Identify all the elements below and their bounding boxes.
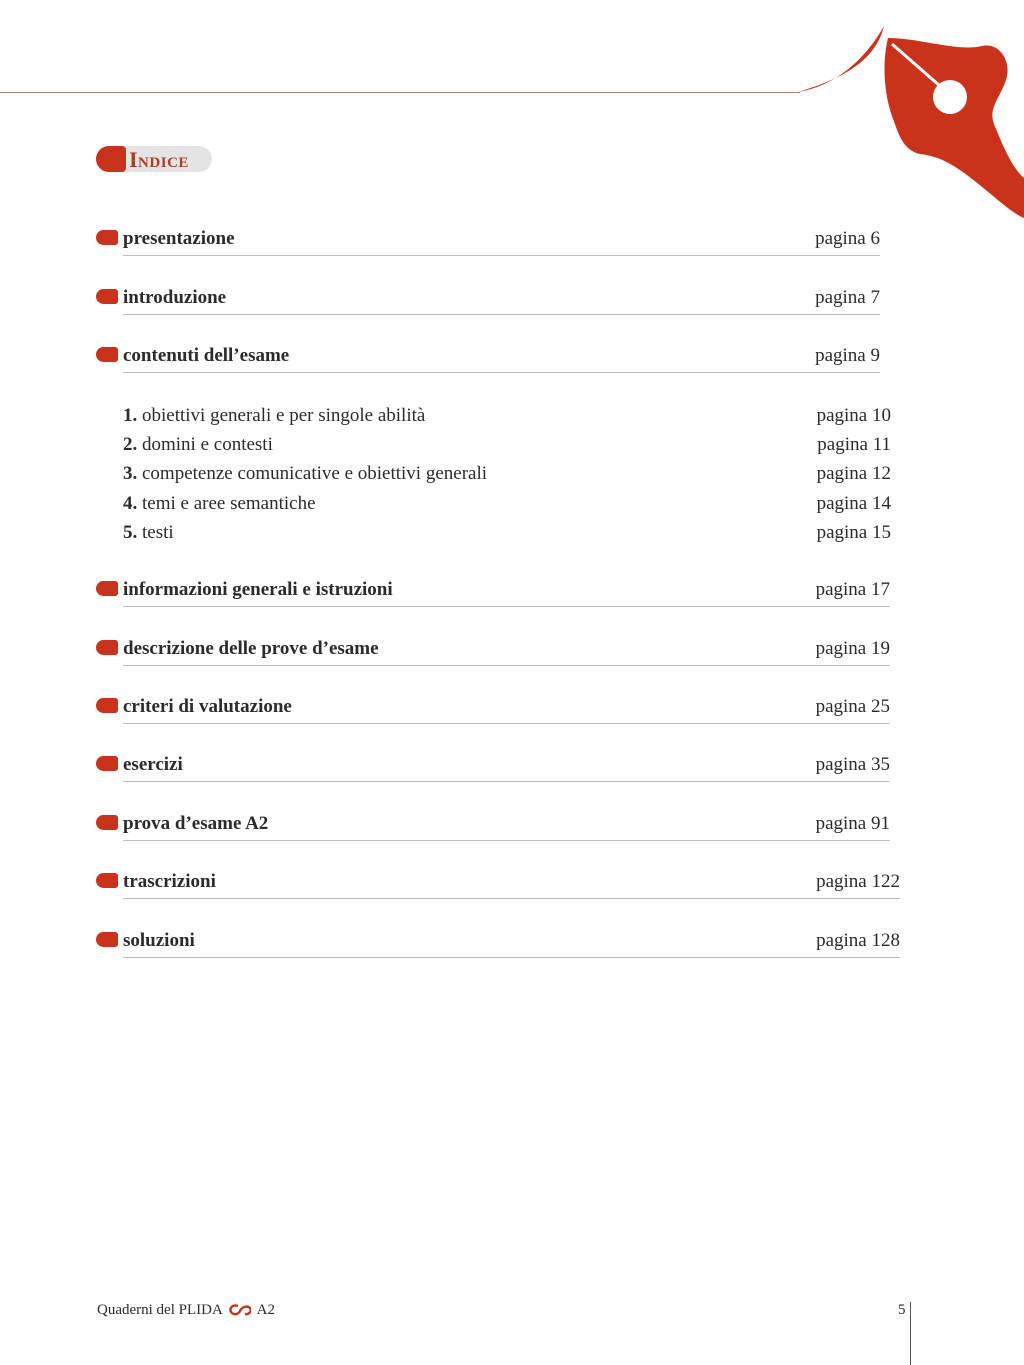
- toc-entry[interactable]: [96, 344, 880, 374]
- footer-level: A2: [256, 1302, 276, 1318]
- subentry-title: testi: [142, 522, 174, 543]
- toc-entry-title: informazioni generali e istruzioni: [123, 579, 393, 600]
- divider: [123, 606, 890, 607]
- toc-entry-page: pagina 6: [815, 228, 880, 249]
- toc-subentry[interactable]: [123, 462, 891, 488]
- toc-entry-page: pagina 122: [816, 871, 900, 892]
- toc-subentry[interactable]: [123, 521, 891, 547]
- subentry-page: pagina 12: [816, 463, 891, 484]
- toc-entry[interactable]: [96, 695, 890, 725]
- subentry-number: 3.: [123, 463, 138, 484]
- toc-entry-page: pagina 91: [815, 813, 890, 834]
- page-number: 5: [898, 1302, 906, 1318]
- subentry-page: pagina 15: [816, 522, 891, 543]
- toc-subentry[interactable]: [123, 433, 891, 459]
- toc-entry[interactable]: [96, 578, 890, 608]
- bullet-icon: [96, 698, 118, 713]
- subentry-title: competenze comunicative e obiettivi generali: [142, 463, 488, 484]
- toc-entry[interactable]: [96, 286, 880, 316]
- toc-entry-page: pagina 17: [815, 579, 890, 600]
- toc-entry[interactable]: [96, 929, 900, 959]
- toc-entry[interactable]: [96, 753, 890, 783]
- pen-nib-icon: [780, 0, 1024, 230]
- toc-entry[interactable]: [96, 227, 880, 257]
- bullet-icon: [96, 873, 118, 888]
- divider: [123, 898, 900, 899]
- subentry-number: 2.: [123, 434, 138, 455]
- subentry-page: pagina 11: [817, 434, 891, 455]
- footer-rule: [910, 1302, 911, 1365]
- bullet-icon: [96, 815, 118, 830]
- toc-entry-page: pagina 7: [815, 287, 880, 308]
- toc-entry[interactable]: [96, 812, 890, 842]
- title-accent: [96, 146, 126, 172]
- toc-entry-title: introduzione: [123, 287, 227, 308]
- bullet-icon: [96, 289, 118, 304]
- subentry-title: temi e aree semantiche: [142, 493, 316, 514]
- divider: [123, 781, 890, 782]
- divider: [123, 723, 890, 724]
- bullet-icon: [96, 932, 118, 947]
- toc-entry-page: pagina 19: [815, 638, 890, 659]
- toc-subentry[interactable]: [123, 492, 891, 518]
- divider: [123, 840, 890, 841]
- subentry-title: domini e contesti: [142, 434, 273, 455]
- toc-entry-title: esercizi: [123, 754, 183, 775]
- subentry-number: 1.: [123, 405, 138, 426]
- subentry-number: 4.: [123, 493, 138, 514]
- bullet-icon: [96, 230, 118, 245]
- toc-entry-page: pagina 9: [815, 345, 880, 366]
- header-rule: [0, 92, 800, 93]
- subentry-title: obiettivi generali e per singole abilità: [142, 405, 426, 426]
- toc-subentry[interactable]: [123, 404, 891, 430]
- toc-entry-title: descrizione delle prove d’esame: [123, 638, 379, 659]
- toc-entry-page: pagina 35: [815, 754, 890, 775]
- divider: [123, 957, 900, 958]
- toc-entry-title: soluzioni: [123, 930, 195, 951]
- subentry-page: pagina 10: [816, 405, 891, 426]
- toc-entry-page: pagina 25: [815, 696, 890, 717]
- page-title: Indice: [129, 147, 189, 172]
- subentry-page: pagina 14: [816, 493, 891, 514]
- toc-entry[interactable]: [96, 637, 890, 667]
- divider: [123, 255, 880, 256]
- footer-series-name: Quaderni del PLIDA: [97, 1302, 222, 1318]
- subentry-number: 5.: [123, 522, 138, 543]
- toc-entry-title: presentazione: [123, 228, 235, 249]
- bullet-icon: [96, 640, 118, 655]
- divider: [123, 314, 880, 315]
- index-title-badge: [96, 146, 212, 172]
- divider: [123, 665, 890, 666]
- toc-entry-title: prova d’esame A2: [123, 813, 269, 834]
- bullet-icon: [96, 581, 118, 596]
- toc-entry-title: criteri di valutazione: [123, 696, 292, 717]
- bullet-icon: [96, 347, 118, 362]
- plida-logo-icon: [229, 1304, 251, 1316]
- toc-entry-page: pagina 128: [816, 930, 900, 951]
- divider: [123, 372, 880, 373]
- toc-entry-title: contenuti dell’esame: [123, 345, 290, 366]
- toc-entry-title: trascrizioni: [123, 871, 216, 892]
- bullet-icon: [96, 756, 118, 771]
- footer-series: [97, 1302, 275, 1319]
- toc-entry[interactable]: [96, 870, 900, 900]
